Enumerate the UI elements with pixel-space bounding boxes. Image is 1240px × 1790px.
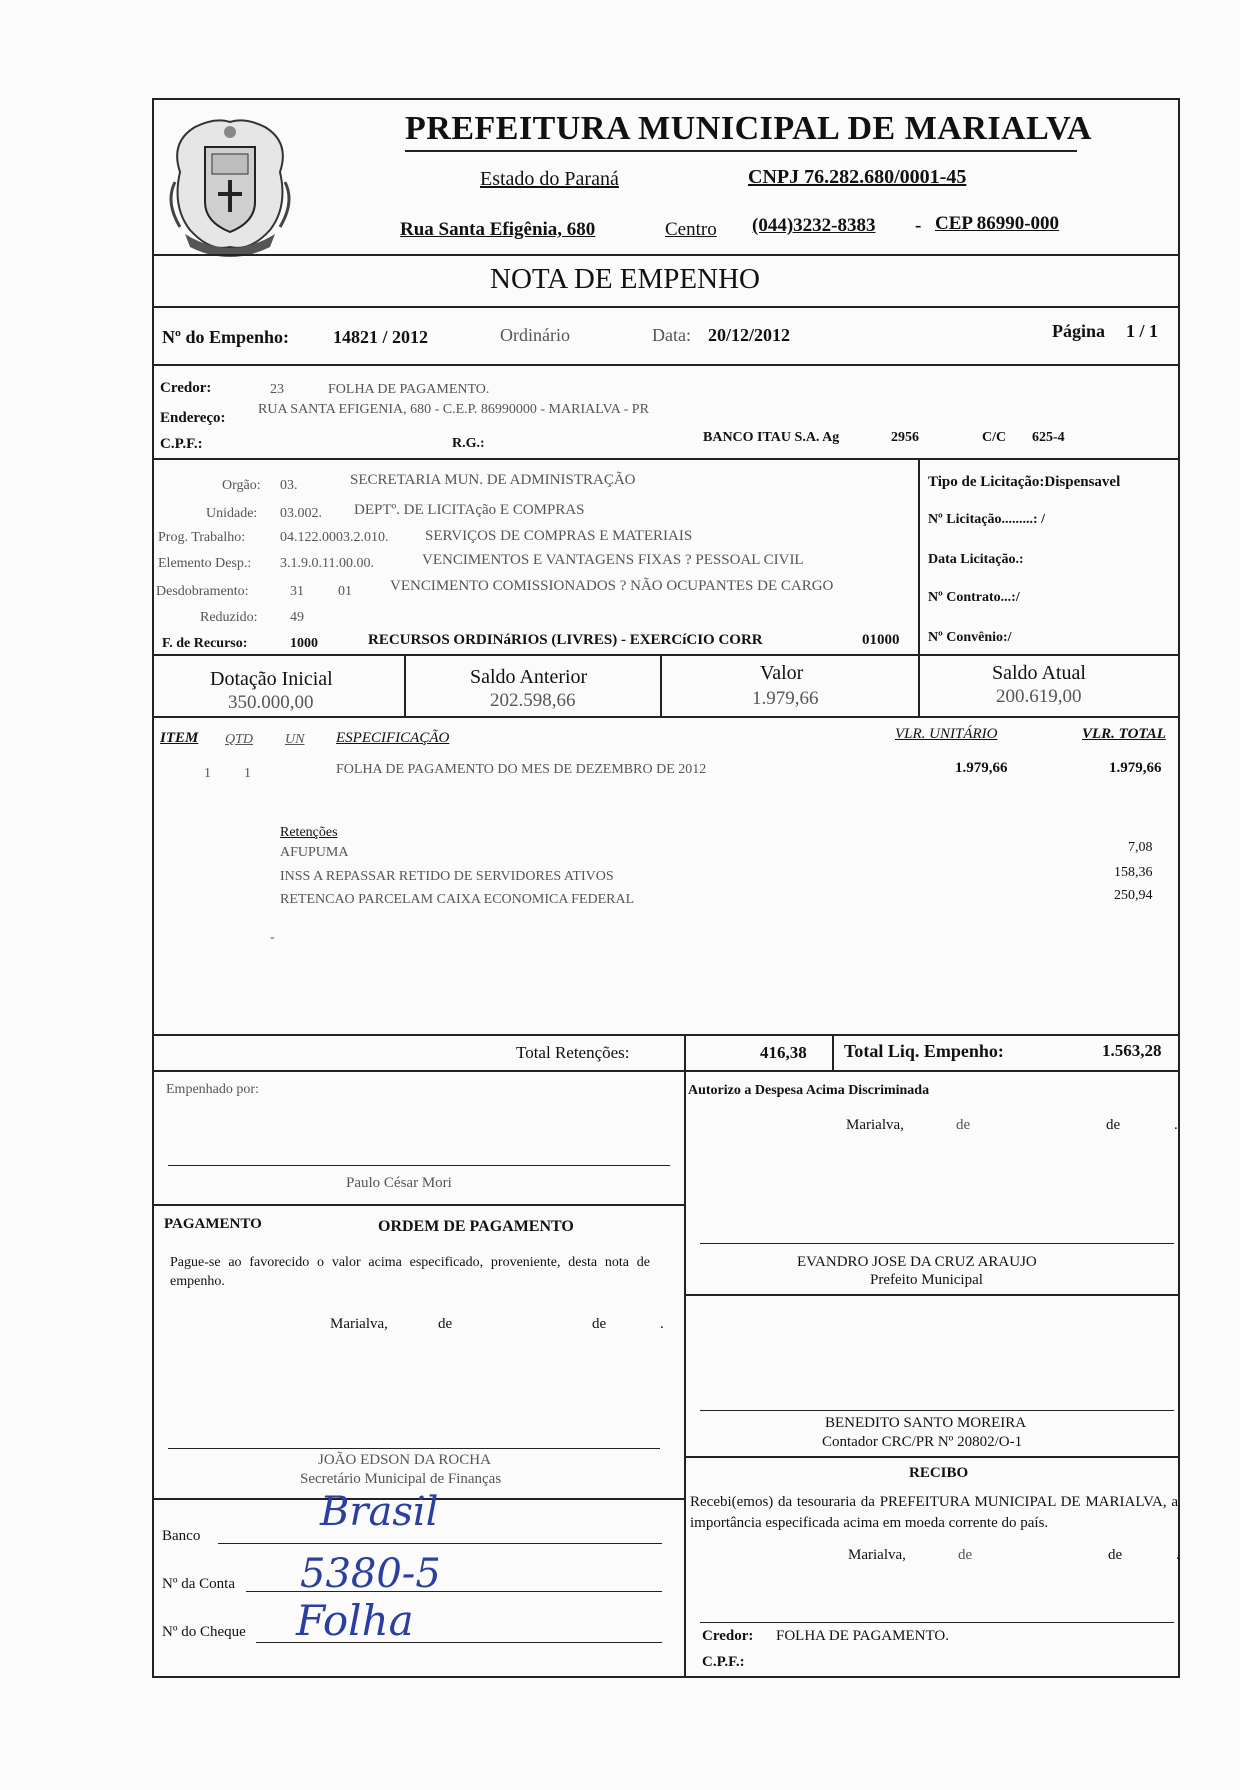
credor-code: 23 xyxy=(270,382,284,397)
pagamento-text: Pague-se ao favorecido o valor acima especificado, proveniente, desta nota de empenho. xyxy=(170,1255,650,1289)
prefeito-role: Prefeito Municipal xyxy=(870,1272,983,1288)
orgao-code: 03. xyxy=(280,478,298,493)
pagamento-label: PAGAMENTO xyxy=(164,1216,262,1232)
banco-label: Banco xyxy=(162,1528,201,1544)
desdobramento-label: Desdobramento: xyxy=(156,584,249,599)
item-unit-price: 1.979,66 xyxy=(955,760,1008,776)
col-item: ITEM xyxy=(160,730,199,746)
unidade-code: 03.002. xyxy=(280,506,322,521)
elemento: VENCIMENTOS E VANTAGENS FIXAS ? PESSOAL CIVIL xyxy=(422,552,804,568)
item-total: 1.979,66 xyxy=(1109,760,1162,776)
prog-code: 04.122.0003.2.010. xyxy=(280,530,389,545)
cpf-label: C.P.F.: xyxy=(160,436,203,452)
item-number: 1 xyxy=(204,766,211,781)
retencao-name: AFUPUMA xyxy=(280,845,349,860)
recurso-code2: 01000 xyxy=(862,632,900,648)
header-state: Estado do Paraná xyxy=(480,168,619,190)
empenho-type: Ordinário xyxy=(500,325,570,345)
pagamento-de2: de xyxy=(592,1316,607,1332)
header-street: Rua Santa Efigênia, 680 xyxy=(400,219,596,240)
retencoes-dash: - xyxy=(270,930,275,945)
recibo-de1: de xyxy=(958,1547,973,1563)
retencao-name: RETENCAO PARCELAM CAIXA ECONOMICA FEDERAL xyxy=(280,892,635,907)
empenhado-name: Paulo César Mori xyxy=(346,1175,452,1191)
col-un: UN xyxy=(285,732,305,747)
total-retencoes-label: Total Retenções: xyxy=(516,1043,630,1062)
endereco-label: Endereço: xyxy=(160,410,226,426)
bank-agency: 2956 xyxy=(891,430,919,445)
elemento-code: 3.1.9.0.11.00.00. xyxy=(280,556,374,571)
dotacao-value: 350.000,00 xyxy=(228,692,314,713)
contrato: Nº Contrato...:/ xyxy=(928,590,1020,605)
desdobramento-code2: 01 xyxy=(338,584,352,599)
credor-name: FOLHA DE PAGAMENTO. xyxy=(328,382,490,397)
conta-value: 5380-5 xyxy=(300,1551,441,1597)
saldo-anterior-label: Saldo Anterior xyxy=(470,666,588,688)
saldo-anterior-value: 202.598,66 xyxy=(490,690,576,711)
pagamento-city: Marialva, xyxy=(330,1316,388,1332)
recibo-cpf-label: C.P.F.: xyxy=(702,1654,745,1670)
bank-cc: 625-4 xyxy=(1032,430,1065,445)
contador-role: Contador CRC/PR Nº 20802/O-1 xyxy=(822,1434,1023,1450)
desdobramento: VENCIMENTO COMISSIONADOS ? NÃO OCUPANTES DE CARGO xyxy=(390,578,834,594)
valor-label: Valor xyxy=(760,662,804,684)
autorizo-dot: . xyxy=(1174,1117,1178,1133)
recibo-title: RECIBO xyxy=(909,1465,969,1481)
total-retencoes: 416,38 xyxy=(760,1043,807,1062)
prefeito-name: EVANDRO JOSE DA CRUZ ARAUJO xyxy=(797,1254,1037,1270)
header-district: Centro xyxy=(665,219,717,240)
autorizo-de1: de xyxy=(956,1117,971,1133)
autorizo-label: Autorizo a Despesa Acima Discriminada xyxy=(688,1083,930,1098)
col-vlr-unitario: VLR. UNITÁRIO xyxy=(895,726,998,742)
reduzido-label: Reduzido: xyxy=(200,610,258,625)
col-especificacao: ESPECIFICAÇÃO xyxy=(336,730,450,746)
recurso-label: F. de Recurso: xyxy=(162,636,248,651)
bank-name: BANCO ITAU S.A. Ag xyxy=(703,430,840,445)
licitacao-type: Tipo de Licitação:Dispensavel xyxy=(928,474,1121,490)
conta-label: Nº da Conta xyxy=(162,1576,235,1592)
banco-value: Brasil xyxy=(320,1489,439,1535)
empenho-date-label: Data: xyxy=(652,325,691,345)
unidade: DEPTº. DE LICITAção E COMPRAS xyxy=(354,502,585,518)
cheque-value: Folha xyxy=(296,1596,414,1645)
recurso: RECURSOS ORDINáRIOS (LIVRES) - EXERCíCIO CORR xyxy=(368,632,763,648)
recibo-text: Recebi(emos) da tesouraria da PREFEITURA MUNICIPAL DE MARIALVA, a importância especificada acima em moeda corrente do país. xyxy=(690,1494,1178,1531)
retencao-value: 7,08 xyxy=(1128,840,1153,855)
orgao: SECRETARIA MUN. DE ADMINISTRAÇÃO xyxy=(350,472,636,488)
secretario-role: Secretário Municipal de Finanças xyxy=(300,1471,502,1487)
valor-value: 1.979,66 xyxy=(752,688,819,709)
header-phone: (044)3232-8383 xyxy=(752,215,876,236)
desdobramento-code1: 31 xyxy=(290,584,304,599)
pagamento-dot: . xyxy=(660,1316,664,1332)
item-desc: FOLHA DE PAGAMENTO DO MES DE DEZEMBRO DE 2012 xyxy=(336,762,707,777)
endereco: RUA SANTA EFIGENIA, 680 - C.E.P. 86990000 - MARIALVA - PR xyxy=(258,402,649,417)
autorizo-city: Marialva, xyxy=(846,1117,904,1133)
col-vlr-total: VLR. TOTAL xyxy=(1082,726,1166,742)
header-cep: CEP 86990-000 xyxy=(935,213,1060,234)
total-liquido-label: Total Liq. Empenho: xyxy=(844,1041,1004,1061)
cheque-label: Nº do Cheque xyxy=(162,1624,246,1640)
secretario-name: JOÃO EDSON DA ROCHA xyxy=(318,1452,491,1468)
prog-label: Prog. Trabalho: xyxy=(158,530,246,545)
header-separator: - xyxy=(915,215,922,236)
saldo-atual-label: Saldo Atual xyxy=(992,662,1086,684)
dotacao-label: Dotação Inicial xyxy=(210,668,333,690)
empenho-date: 20/12/2012 xyxy=(708,325,791,345)
recibo-credor: FOLHA DE PAGAMENTO. xyxy=(776,1628,949,1644)
retencao-value: 158,36 xyxy=(1114,865,1153,880)
col-qtd: QTD xyxy=(225,732,254,747)
empenho-number: 14821 / 2012 xyxy=(333,327,429,347)
bank-cc-label: C/C xyxy=(982,430,1007,445)
reduzido: 49 xyxy=(290,610,304,625)
total-liquido: 1.563,28 xyxy=(1102,1041,1162,1060)
licitacao-number: Nº Licitação.........: / xyxy=(928,512,1045,527)
elemento-label: Elemento Desp.: xyxy=(158,556,252,571)
empenho-number-label: Nº do Empenho: xyxy=(162,327,289,347)
header-cnpj: CNPJ 76.282.680/0001-45 xyxy=(748,166,967,188)
page-number: 1 / 1 xyxy=(1126,321,1159,341)
doc-title: NOTA DE EMPENHO xyxy=(490,263,760,295)
ordem-pagamento: ORDEM DE PAGAMENTO xyxy=(378,1218,574,1235)
autorizo-de2: de xyxy=(1106,1117,1121,1133)
recibo-city: Marialva, xyxy=(848,1547,906,1563)
recibo-de2: de xyxy=(1108,1547,1123,1563)
empenhado-label: Empenhado por: xyxy=(166,1082,259,1097)
recurso-code: 1000 xyxy=(290,636,318,651)
item-qty: 1 xyxy=(244,766,251,781)
convenio: Nº Convênio:/ xyxy=(928,630,1012,645)
retencao-value: 250,94 xyxy=(1114,888,1153,903)
retencao-name: INSS A REPASSAR RETIDO DE SERVIDORES ATIVOS xyxy=(280,869,614,884)
header-title: PREFEITURA MUNICIPAL DE MARIALVA xyxy=(405,110,1092,147)
retencoes-label: Retenções xyxy=(280,825,338,840)
unidade-label: Unidade: xyxy=(206,506,258,521)
contador-name: BENEDITO SANTO MOREIRA xyxy=(825,1415,1027,1431)
credor-label: Credor: xyxy=(160,380,212,396)
pagamento-de1: de xyxy=(438,1316,453,1332)
recibo-credor-label: Credor: xyxy=(702,1628,754,1644)
recibo-dot: . xyxy=(1176,1547,1180,1563)
licitacao-date: Data Licitação.: xyxy=(928,552,1024,567)
saldo-atual-value: 200.619,00 xyxy=(996,686,1082,707)
prog: SERVIÇOS DE COMPRAS E MATERIAIS xyxy=(425,528,693,544)
orgao-label: Orgão: xyxy=(222,478,261,493)
page-label: Página xyxy=(1052,321,1106,341)
rg-label: R.G.: xyxy=(452,436,485,451)
